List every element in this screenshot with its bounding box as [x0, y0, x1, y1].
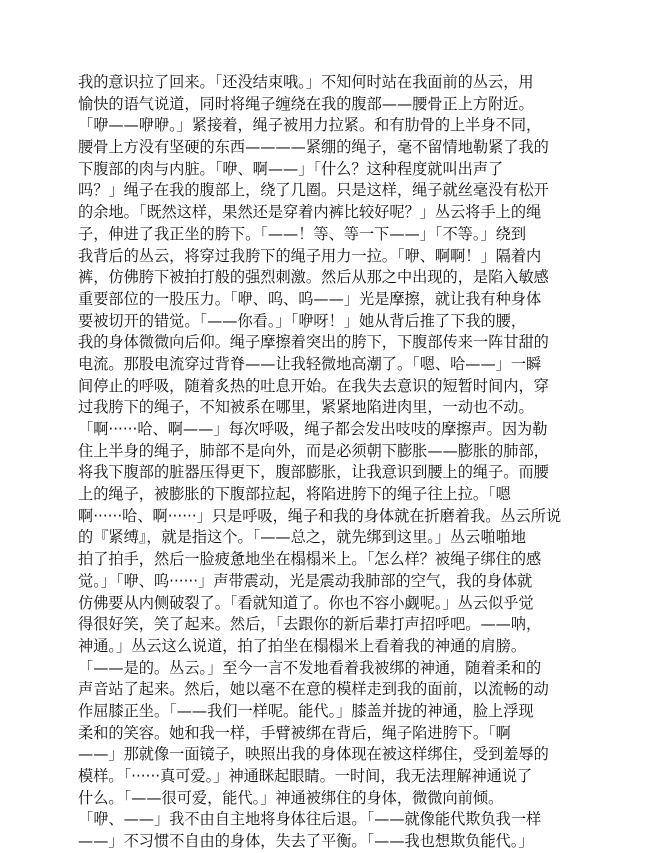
text-line: 重要部位的一股压力。「咿、呜、呜——」光是摩擦，就让我有种身体: [78, 289, 542, 308]
text-line: 间停止的呼吸，随着炙热的吐息开始。在我失去意识的短暂时间内，穿: [78, 376, 549, 395]
text-line: 模样。「······真可爱。」神通眯起眼睛。一时间，我无法理解神通说了: [78, 767, 533, 785]
text-line: 过我胯下的绳子，不知被系在哪里，紧紧地陷进肉里，一动也不动。: [78, 398, 534, 417]
text-line: 的余地。「既然这样，果然还是穿着内裤比较好呢？」丛云将手上的绳: [78, 203, 542, 222]
text-line: 觉。」「咿、呜······」声带震动，光是震动我肺部的空气，我的身体就: [78, 571, 533, 590]
text-line: 吗？」绳子在我的腹部上，绕了几圈。只是这样，绳子就丝毫没有松开: [78, 181, 549, 200]
text-line: 的『紧缚』，就是指这个。「——总之，就先绑到这里。」丛云啪啪地: [78, 528, 527, 547]
text-line: 「啊······哈、啊——」每次呼吸，绳子都会发出吱吱的摩擦声。因为勒: [78, 420, 548, 438]
text-line: 声音站了起来。然后，她以毫不在意的模样走到我的面前，以流畅的动: [78, 680, 549, 699]
text-line: 拍了拍手，然后一脸疲惫地坐在榻榻米上。「怎么样？被绳子绑住的感: [78, 550, 542, 569]
text-line: ——」不习惯不自由的身体，失去了平衡。「——我也想欺负能代。」: [78, 832, 534, 851]
text-line: 柔和的笑容。她和我一样，手臂被绑在背后，绳子陷进胯下。「啊: [78, 723, 511, 742]
text-line: 上的绳子，被膨胀的下腹部拉起，将陷进胯下的绳子往上拉。「嗯: [78, 485, 511, 504]
text-line: 子，伸进了我正坐的胯下。「——！等、等一下——」「不等。」绕到: [78, 224, 527, 243]
text-line: 「咿、——」我不由自主地将身体往后退。「——就像能代欺负我一样: [78, 810, 542, 829]
body-text: [78, 72, 574, 853]
text-line: 仿佛要从内侧破裂了。「看就知道了。你也不容小觑呢。」丛云似乎觉: [78, 593, 534, 612]
text-line: 将我下腹部的脏器压得更下，腹部膨胀，让我意识到腰上的绳子。而腰: [78, 463, 549, 482]
text-line: 要被切开的错觉。「——你看。」「咿呀！」她从背后推了下我的腰，: [78, 311, 527, 330]
text-line: 我的身体微微向后仰。绳子摩擦着突出的胯下，下腹部传来一阵甘甜的: [78, 333, 549, 352]
text-line: 「——是的。丛云。」至今一言不发地看着我被绑的神通，随着柔和的: [78, 658, 542, 677]
text-line: 「咿——咿咿。」紧接着，绳子被用力拉紧。和有肋骨的上半身不同，: [78, 116, 542, 135]
text-line: ——」那就像一面镜子，映照出我的身体现在被这样绑住，受到羞辱的: [78, 745, 549, 764]
text-line: 裤，仿佛胯下被拍打般的强烈刺激。然后从那之中出现的，是陷入敏感: [78, 268, 549, 287]
text-line: 神通。」丛云这么说道，拍了拍坐在榻榻米上看着我的神通的肩膀。: [78, 636, 527, 655]
text-line: 什么。「——很可爱，能代。」神通被绑住的身体，微微向前倾。: [78, 788, 504, 807]
text-line: 作屈膝正坐。「——我们一样呢。能代。」膝盖并拢的神通，脸上浮现: [78, 701, 534, 720]
text-line: 我背后的丛云，将穿过我胯下的绳子用力一拉。「咿、啊啊！」隔着内: [78, 246, 542, 265]
text-line: 电流。那股电流穿过背脊——让我轻微地高潮了。「嗯、哈——」一瞬: [78, 354, 542, 373]
text-line: 腰骨上方没有坚硬的东西————紧绷的绳子，毫不留情地勒紧了我的: [78, 138, 549, 157]
text-line: 住上半身的绳子，肺部不是向外，而是必须朝下膨胀——膨胀的肺部，: [78, 441, 549, 460]
text-line: 愉快的语气说道，同时将绳子缠绕在我的腹部——腰骨正上方附近。: [78, 94, 534, 113]
text-line: 啊······哈、啊······」只是呼吸，绳子和我的身体就在折磨着我。丛云所说: [78, 506, 562, 525]
text-line: 下腹部的肉与内脏。「咿、啊——」「什么？这种程度就叫出声了: [78, 159, 504, 178]
text-line: 得很好笑，笑了起来。然后，「去跟你的新后辈打声招呼吧。——呐，: [78, 615, 542, 634]
text-line: 我的意识拉了回来。「还没结束哦。」不知何时站在我面前的丛云，用: [78, 73, 534, 91]
